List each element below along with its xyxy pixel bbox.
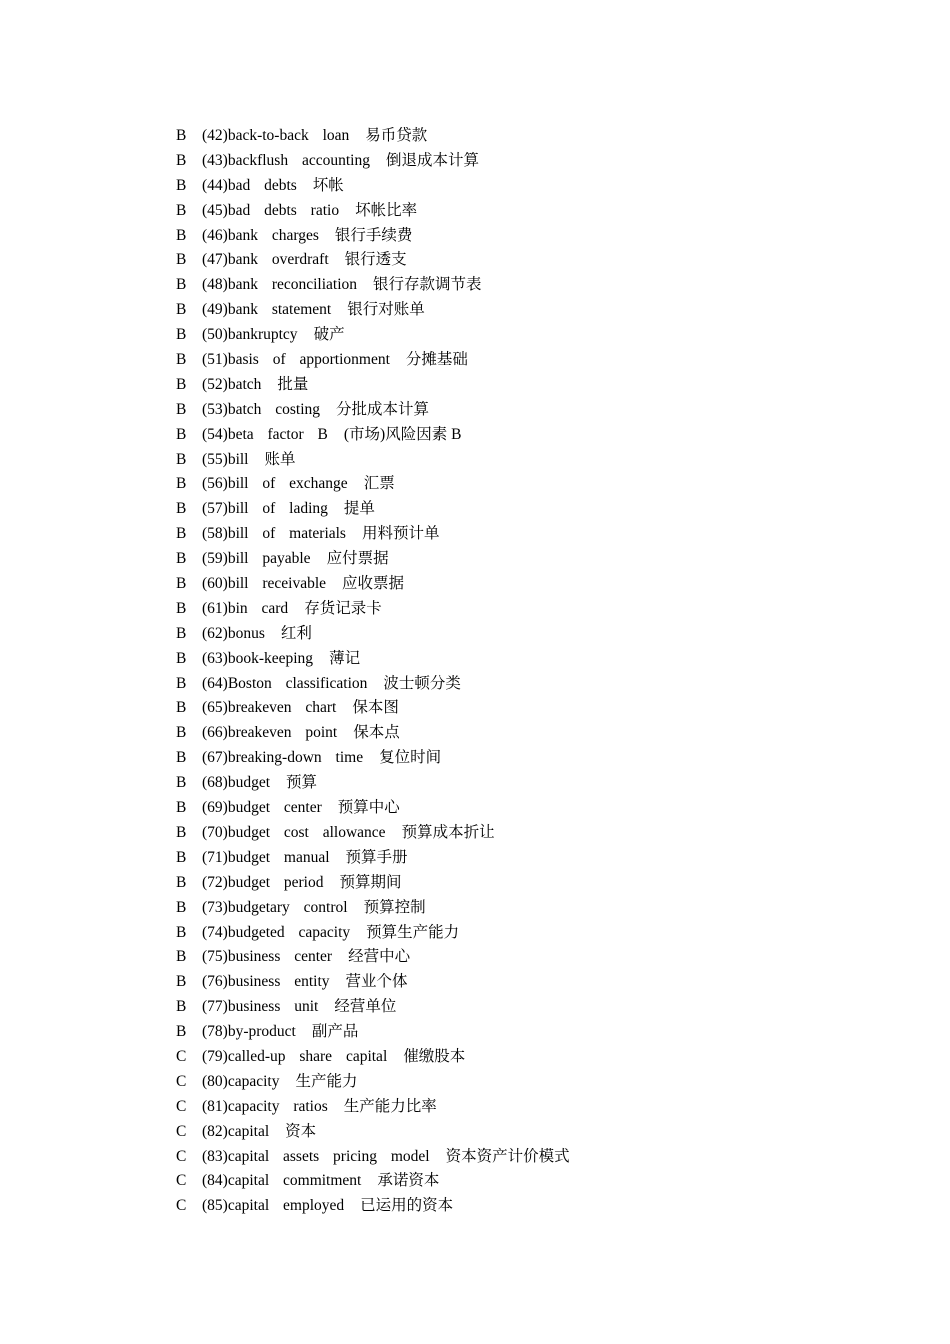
entry-letter: B xyxy=(176,873,187,891)
entry-term: (61)bin card xyxy=(202,599,289,617)
entry-letter: B xyxy=(176,973,187,991)
glossary-entry xyxy=(176,149,876,174)
entry-term: (57)bill of lading xyxy=(202,500,328,518)
glossary-entry xyxy=(176,572,876,597)
entry-term: (50)bankruptcy xyxy=(202,326,298,344)
glossary-entry xyxy=(176,597,876,622)
entry-translation: 薄记 xyxy=(329,649,361,667)
entry-translation: 复位时间 xyxy=(379,749,442,767)
entry-letter: B xyxy=(176,475,187,493)
entry-translation: 资本资产计价模式 xyxy=(445,1147,570,1165)
entry-letter: B xyxy=(176,301,187,319)
entry-term: (70)budget cost allowance xyxy=(202,823,386,841)
entry-translation: 存货记录卡 xyxy=(304,599,382,617)
entry-translation: 银行存款调节表 xyxy=(373,276,482,294)
entry-translation: (市场)风险因素 B xyxy=(343,425,462,443)
entry-letter: B xyxy=(176,749,187,767)
glossary-entry xyxy=(176,522,876,547)
entry-translation: 批量 xyxy=(277,375,309,393)
entry-translation: 催缴股本 xyxy=(403,1047,466,1065)
entry-letter: C xyxy=(176,1072,187,1090)
entry-translation: 保本图 xyxy=(352,699,399,717)
entry-letter: B xyxy=(176,575,187,593)
entry-letter: B xyxy=(176,375,187,393)
entry-term: (77)business unit xyxy=(202,998,319,1016)
glossary-entry xyxy=(176,174,876,199)
entry-term: (51)basis of apportionment xyxy=(202,351,390,369)
entry-letter: B xyxy=(176,674,187,692)
glossary-entry xyxy=(176,248,876,273)
entry-term: (44)bad debts xyxy=(202,176,297,194)
entry-term: (42)back-to-back loan xyxy=(202,127,350,144)
glossary-entry xyxy=(176,348,876,373)
entry-translation: 经营中心 xyxy=(348,948,411,966)
entry-letter: C xyxy=(176,1147,187,1165)
entry-translation: 倒退成本计算 xyxy=(385,151,479,169)
entry-term: (71)budget manual xyxy=(202,848,330,866)
entry-term: (55)bill xyxy=(202,450,249,468)
entry-term: (54)beta factor B xyxy=(202,425,328,443)
entry-term: (59)bill payable xyxy=(202,550,311,568)
glossary-entry xyxy=(176,497,876,522)
glossary-entry xyxy=(176,796,876,821)
entry-term: (43)backflush accounting xyxy=(202,151,370,169)
entry-term: (67)breaking-down time xyxy=(202,749,364,767)
entry-letter: B xyxy=(176,823,187,841)
glossary-list xyxy=(176,124,876,1219)
entry-letter: B xyxy=(176,1023,187,1041)
entry-translation: 预算生产能力 xyxy=(366,923,460,941)
entry-translation: 破产 xyxy=(313,326,345,344)
entry-letter: B xyxy=(176,898,187,916)
entry-letter: B xyxy=(176,500,187,518)
glossary-entry xyxy=(176,771,876,796)
entry-translation: 波士顿分类 xyxy=(383,674,461,692)
entry-letter: B xyxy=(176,923,187,941)
glossary-entry xyxy=(176,945,876,970)
glossary-entry xyxy=(176,1194,876,1219)
entry-term: (83)capital assets pricing model xyxy=(202,1147,430,1165)
entry-term: (63)book-keeping xyxy=(202,649,314,667)
glossary-entry xyxy=(176,373,876,398)
entry-translation: 银行手续费 xyxy=(334,226,413,244)
entry-term: (60)bill receivable xyxy=(202,575,327,593)
entry-term: (69)budget center xyxy=(202,799,322,817)
entry-term: (73)budgetary control xyxy=(202,898,348,916)
entry-term: (52)batch xyxy=(202,375,262,393)
glossary-entry xyxy=(176,472,876,497)
entry-term: (84)capital commitment xyxy=(202,1172,362,1190)
glossary-entry xyxy=(176,298,876,323)
entry-letter: B xyxy=(176,450,187,468)
entry-letter: B xyxy=(176,276,187,294)
entry-letter: B xyxy=(176,425,187,443)
entry-translation: 预算中心 xyxy=(337,799,400,817)
glossary-entry xyxy=(176,224,876,249)
entry-translation: 经营单位 xyxy=(334,998,397,1016)
entry-term: (72)budget period xyxy=(202,873,324,891)
entry-letter: B xyxy=(176,201,187,219)
glossary-entry xyxy=(176,721,876,746)
entry-term: (75)business center xyxy=(202,948,333,966)
entry-translation: 已运用的资本 xyxy=(360,1197,454,1215)
entry-letter: B xyxy=(176,151,187,169)
entry-letter: C xyxy=(176,1122,187,1140)
entry-translation: 预算手册 xyxy=(345,848,408,866)
glossary-entry xyxy=(176,672,876,697)
glossary-entry xyxy=(176,622,876,647)
entry-translation: 提单 xyxy=(343,500,375,518)
entry-term: (65)breakeven chart xyxy=(202,699,337,717)
entry-letter: B xyxy=(176,998,187,1016)
entry-term: (58)bill of materials xyxy=(202,525,346,543)
entry-term: (80)capacity xyxy=(202,1072,280,1090)
glossary-entry xyxy=(176,423,876,448)
entry-translation: 银行对账单 xyxy=(347,301,425,319)
glossary-entry xyxy=(176,199,876,224)
entry-term: (79)called-up share capital xyxy=(202,1047,388,1065)
entry-letter: B xyxy=(176,525,187,543)
glossary-entry xyxy=(176,871,876,896)
entry-translation: 分批成本计算 xyxy=(336,400,430,418)
entry-term: (78)by-product xyxy=(202,1023,296,1041)
entry-letter: B xyxy=(176,948,187,966)
entry-letter: B xyxy=(176,774,187,792)
entry-letter: B xyxy=(176,848,187,866)
entry-translation: 预算控制 xyxy=(363,898,426,916)
entry-translation: 银行透支 xyxy=(344,251,407,269)
glossary-entry xyxy=(176,1020,876,1045)
entry-letter: B xyxy=(176,624,187,642)
entry-letter: B xyxy=(176,799,187,817)
entry-translation: 副产品 xyxy=(311,1023,359,1041)
entry-translation: 分摊基础 xyxy=(405,351,468,369)
entry-letter: B xyxy=(176,599,187,617)
glossary-entry xyxy=(176,323,876,348)
glossary-entry xyxy=(176,448,876,473)
glossary-entry xyxy=(176,647,876,672)
entry-term: (64)Boston classification xyxy=(202,674,368,692)
entry-term: (53)batch costing xyxy=(202,400,321,418)
glossary-entry xyxy=(176,921,876,946)
glossary-entry xyxy=(176,1145,876,1170)
entry-letter: B xyxy=(176,699,187,717)
entry-translation: 易币贷款 xyxy=(365,127,428,144)
entry-term: (66)breakeven point xyxy=(202,724,338,742)
entry-letter: B xyxy=(176,226,187,244)
glossary-entry xyxy=(176,1169,876,1194)
entry-letter: C xyxy=(176,1172,187,1190)
entry-term: (76)business entity xyxy=(202,973,330,991)
entry-letter: B xyxy=(176,550,187,568)
entry-term: (45)bad debts ratio xyxy=(202,201,340,219)
entry-translation: 坏帐 xyxy=(312,176,344,194)
entry-term: (82)capital xyxy=(202,1122,270,1140)
entry-term: (74)budgeted capacity xyxy=(202,923,351,941)
entry-term: (62)bonus xyxy=(202,624,265,642)
glossary-entry xyxy=(176,995,876,1020)
entry-translation: 预算期间 xyxy=(339,873,402,891)
glossary-entry xyxy=(176,124,876,149)
entry-term: (56)bill of exchange xyxy=(202,475,348,493)
glossary-entry xyxy=(176,1095,876,1120)
glossary-entry xyxy=(176,896,876,921)
entry-letter: B xyxy=(176,176,187,194)
entry-translation: 用料预计单 xyxy=(361,525,440,543)
entry-translation: 生产能力 xyxy=(295,1072,358,1090)
entry-term: (68)budget xyxy=(202,774,271,792)
glossary-entry xyxy=(176,970,876,995)
glossary-entry xyxy=(176,1070,876,1095)
glossary-entry xyxy=(176,1045,876,1070)
entry-translation: 承诺资本 xyxy=(377,1172,440,1190)
entry-term: (85)capital employed xyxy=(202,1197,345,1215)
entry-letter: C xyxy=(176,1047,187,1065)
entry-translation: 应收票据 xyxy=(342,575,405,593)
entry-letter: B xyxy=(176,251,187,269)
glossary-entry xyxy=(176,821,876,846)
entry-translation: 红利 xyxy=(280,624,312,642)
entry-translation: 营业个体 xyxy=(345,973,408,991)
entry-letter: B xyxy=(176,400,187,418)
entry-term: (46)bank charges xyxy=(202,226,319,244)
entry-term: (47)bank overdraft xyxy=(202,251,329,269)
entry-translation: 预算成本折让 xyxy=(401,823,495,841)
entry-translation: 保本点 xyxy=(353,724,400,742)
entry-letter: C xyxy=(176,1097,187,1115)
entry-term: (48)bank reconciliation xyxy=(202,276,358,294)
entry-translation: 坏帐比率 xyxy=(355,201,418,219)
glossary-entry xyxy=(176,746,876,771)
entry-letter: B xyxy=(176,326,187,344)
entry-term: (49)bank statement xyxy=(202,301,332,319)
entry-letter: B xyxy=(176,127,187,144)
glossary-entry xyxy=(176,696,876,721)
entry-translation: 应付票据 xyxy=(326,550,389,568)
entry-letter: C xyxy=(176,1197,187,1215)
glossary-entry xyxy=(176,398,876,423)
entry-term: (81)capacity ratios xyxy=(202,1097,328,1115)
entry-letter: B xyxy=(176,724,187,742)
glossary-entry xyxy=(176,1120,876,1145)
entry-translation: 账单 xyxy=(264,450,296,468)
entry-translation: 预算 xyxy=(286,774,318,792)
glossary-entry xyxy=(176,846,876,871)
entry-translation: 生产能力比率 xyxy=(343,1097,437,1115)
entry-translation: 资本 xyxy=(285,1122,317,1140)
entry-letter: B xyxy=(176,351,187,369)
entry-letter: B xyxy=(176,649,187,667)
entry-translation: 汇票 xyxy=(363,475,395,493)
glossary-entry xyxy=(176,547,876,572)
glossary-entry xyxy=(176,273,876,298)
